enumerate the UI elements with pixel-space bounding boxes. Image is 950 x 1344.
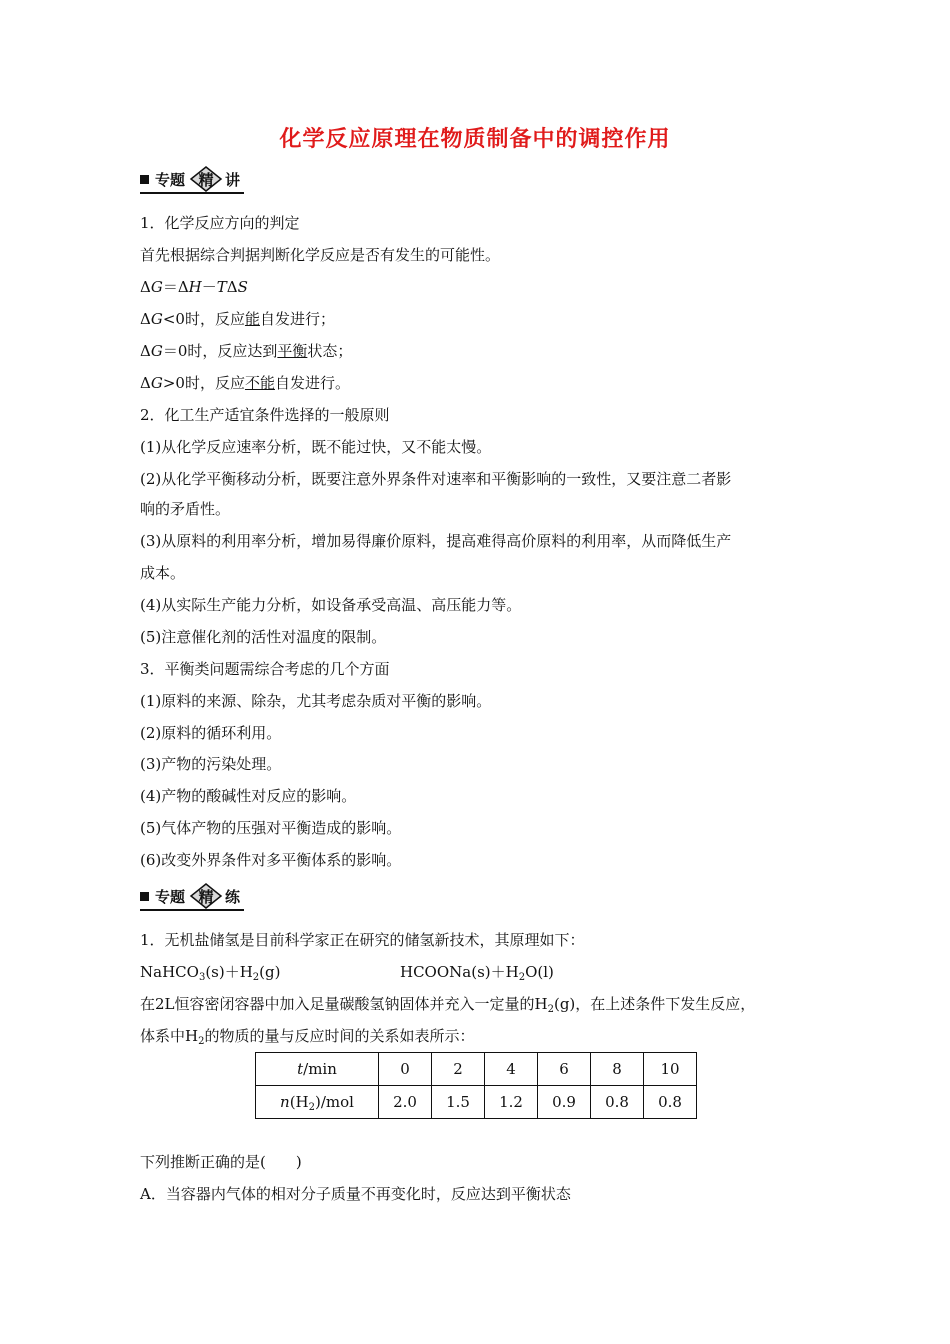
condition-line: ΔG>0时，反应不能自发进行。 xyxy=(140,374,350,392)
section-prefix: 专题 xyxy=(155,170,186,189)
square-bullet-icon xyxy=(140,175,149,184)
table-cell: 0 xyxy=(379,1053,432,1086)
table-cell: 10 xyxy=(644,1053,697,1086)
heading-1: 1．化学反应方向的判定 xyxy=(140,214,300,232)
table-cell: 1.2 xyxy=(485,1086,538,1119)
page-title: 化学反应原理在物质制备中的调控作用 xyxy=(279,127,671,152)
table-cell: 0.8 xyxy=(644,1086,697,1119)
table-cell: 1.5 xyxy=(432,1086,485,1119)
square-bullet-icon xyxy=(140,892,149,901)
reaction-left: $NaHCO_3(s)+H_2(g)$ xyxy=(140,963,281,983)
paragraph: (6)改变外界条件对多平衡体系的影响。 xyxy=(140,851,402,869)
paragraph: (5)注意催化剂的活性对温度的限制。 xyxy=(140,628,387,646)
paragraph: (4)产物的酸碱性对反应的影响。 xyxy=(140,787,357,805)
diamond-badge-icon xyxy=(189,883,223,909)
question-stem: 1．无机盐储氢是目前科学家正在研究的储氢新技术，其原理如下： xyxy=(140,931,585,949)
paragraph: (1)原料的来源、除杂，尤其考虑杂质对平衡的影响。 xyxy=(140,692,492,710)
condition-line: ΔG<0时，反应能自发进行； xyxy=(140,310,335,328)
question-prompt: 下列推断正确的是( ) xyxy=(140,1153,302,1171)
paragraph: (2)原料的循环利用。 xyxy=(140,724,282,742)
reaction-right: $HCOONa(s)+H_2O(l)$ xyxy=(400,963,554,983)
section-underline xyxy=(140,909,244,911)
table-cell: 4 xyxy=(485,1053,538,1086)
table-header-cell: t/min xyxy=(256,1053,379,1086)
table-cell: 2.0 xyxy=(379,1086,432,1119)
data-table xyxy=(255,1052,697,1119)
paragraph: 首先根据综合判据判断化学反应是否有发生的可能性。 xyxy=(140,246,501,264)
gibbs-equation: ΔG＝ΔH－TΔS xyxy=(140,278,248,296)
option-a: A．当容器内气体的相对分子质量不再变化时，反应达到平衡状态 xyxy=(140,1185,571,1203)
table-cell: 0.8 xyxy=(591,1086,644,1119)
paragraph: (3)产物的污染处理。 xyxy=(140,755,282,773)
paragraph: 在2L恒容密闭容器中加入足量碳酸氢钠固体并充入一定量的$H_2(g)$，在上述条件下发生反应， xyxy=(140,995,756,1015)
heading-3: 3．平衡类问题需综合考虑的几个方面 xyxy=(140,660,390,678)
paragraph: (5)气体产物的压强对平衡造成的影响。 xyxy=(140,819,402,837)
paragraph: (3)从原料的利用率分析，增加易得廉价原料，提高难得高价原料的利用率，从而降低生产 xyxy=(140,532,732,550)
paragraph: 体系中$H_2$的物质的量与反应时间的关系如表所示： xyxy=(140,1027,475,1047)
section-suffix: 讲 xyxy=(225,170,241,189)
table-cell: 6 xyxy=(538,1053,591,1086)
heading-2: 2．化工生产适宜条件选择的一般原则 xyxy=(140,406,390,424)
section-suffix: 练 xyxy=(225,887,241,906)
paragraph: 成本。 xyxy=(140,564,186,582)
section-badge-text: 精 xyxy=(198,887,214,906)
section-header-practice xyxy=(140,883,240,909)
paragraph: (1)从化学反应速率分析，既不能过快，又不能太慢。 xyxy=(140,438,492,456)
condition-line: ΔG＝0时，反应达到平衡状态； xyxy=(140,342,353,360)
section-prefix: 专题 xyxy=(155,887,186,906)
table-row xyxy=(256,1086,697,1119)
paragraph: (4)从实际生产能力分析，如设备承受高温、高压能力等。 xyxy=(140,596,522,614)
paragraph: (2)从化学平衡移动分析，既要注意外界条件对速率和平衡影响的一致性，又要注意二者影 xyxy=(140,470,732,488)
diamond-badge-icon xyxy=(189,166,223,192)
table-cell: 8 xyxy=(591,1053,644,1086)
table-row xyxy=(256,1053,697,1086)
table-cell: 0.9 xyxy=(538,1086,591,1119)
section-underline xyxy=(140,192,244,194)
table-cell: 2 xyxy=(432,1053,485,1086)
table-header-cell: $n(H_2)$/mol xyxy=(256,1086,379,1119)
paragraph: 响的矛盾性。 xyxy=(140,500,231,518)
section-badge-text: 精 xyxy=(198,170,214,189)
section-header-lecture xyxy=(140,166,240,192)
